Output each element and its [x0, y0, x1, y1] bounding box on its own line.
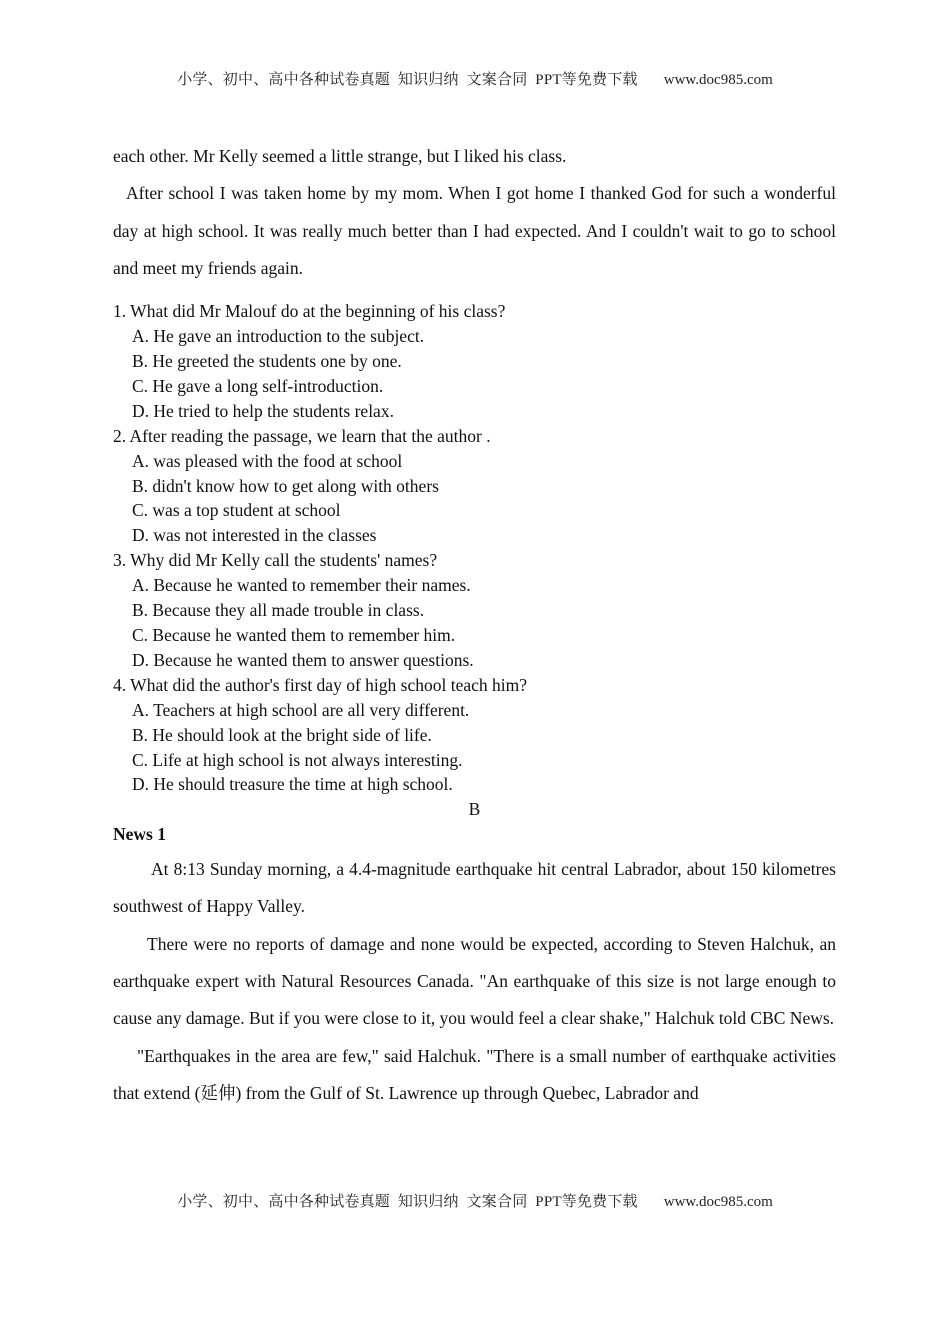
question-3-option-c: C. Because he wanted them to remember him. [132, 624, 456, 645]
passage-a-paragraph-1: each other. Mr Kelly seemed a little strange, but I liked his class. [113, 146, 567, 166]
question-3-option-b: B. Because they all made trouble in class. [132, 600, 425, 621]
question-4-option-b: B. He should look at the bright side of life. [132, 724, 432, 745]
question-2-option-d: D. was not interested in the classes [132, 525, 377, 546]
page-footer [0, 1190, 950, 1211]
question-1-stem: 1. What did Mr Malouf do at the beginning of his class? [113, 301, 506, 322]
document-body [113, 138, 836, 1112]
footer-site: www.doc985.com [663, 1194, 773, 1210]
footer-text: 小学、初中、高中各种试卷真题 知识归纳 文案合同 PPT等免费下载 [177, 1194, 638, 1210]
question-4-option-d: D. He should treasure the time at high school. [132, 774, 453, 795]
question-3-option-a: A. Because he wanted to remember their names. [132, 575, 471, 596]
page-header [0, 68, 950, 89]
question-1-option-a: A. He gave an introduction to the subject. [132, 326, 425, 347]
passage-a-paragraph-2: After school I was taken home by my mom. When I got home I thanked God for such a wonderful day at high school. It was really much better than I had expected. And I couldn't wait to go to school and meet my friends again. [113, 183, 836, 278]
question-2-option-b: B. didn't know how to get along with others [132, 475, 439, 496]
question-3-option-d: D. Because he wanted them to answer questions. [132, 649, 474, 670]
question-2-stem: 2. After reading the passage, we learn that the author . [113, 425, 491, 446]
news-1-paragraph-1: At 8:13 Sunday morning, a 4.4-magnitude earthquake hit central Labrador, about 150 kilometres southwest of Happy Valley. [113, 859, 836, 917]
question-3-stem: 3. Why did Mr Kelly call the students' names? [113, 550, 438, 571]
question-4-stem: 4. What did the author's first day of high school teach him? [113, 674, 527, 695]
news-1-title: News 1 [113, 824, 166, 845]
question-list [113, 299, 836, 797]
news-1-paragraph-2: There were no reports of damage and none would be expected, according to Steven Halchuk, an earthquake expert with Natural Resources Canada. "An earthquake of this size is not large enough to cause any damage. But if you were close to it, you would feel a clear shake," Halchuk told CBC News. [113, 933, 836, 1029]
question-1-option-b: B. He greeted the students one by one. [132, 351, 402, 371]
news-1-paragraph-3: "Earthquakes in the area are few," said Halchuk. "There is a small number of earthquake activities that extend (延伸) from the Gulf of St. Lawrence up through Quebec, Labrador and [113, 1045, 836, 1103]
question-2-option-a: A. was pleased with the food at school [132, 450, 403, 471]
question-1-option-d: D. He tried to help the students relax. [132, 400, 394, 421]
question-2-option-c: C. was a top student at school [132, 500, 341, 521]
header-site: www.doc985.com [663, 72, 773, 88]
question-4-option-c: C. Life at high school is not always interesting. [132, 749, 463, 770]
header-text: 小学、初中、高中各种试卷真题 知识归纳 文案合同 PPT等免费下载 [177, 72, 638, 88]
section-b-heading: B [468, 799, 481, 820]
question-1-option-c: C. He gave a long self-introduction. [132, 375, 384, 396]
question-4-option-a: A. Teachers at high school are all very different. [132, 699, 470, 720]
